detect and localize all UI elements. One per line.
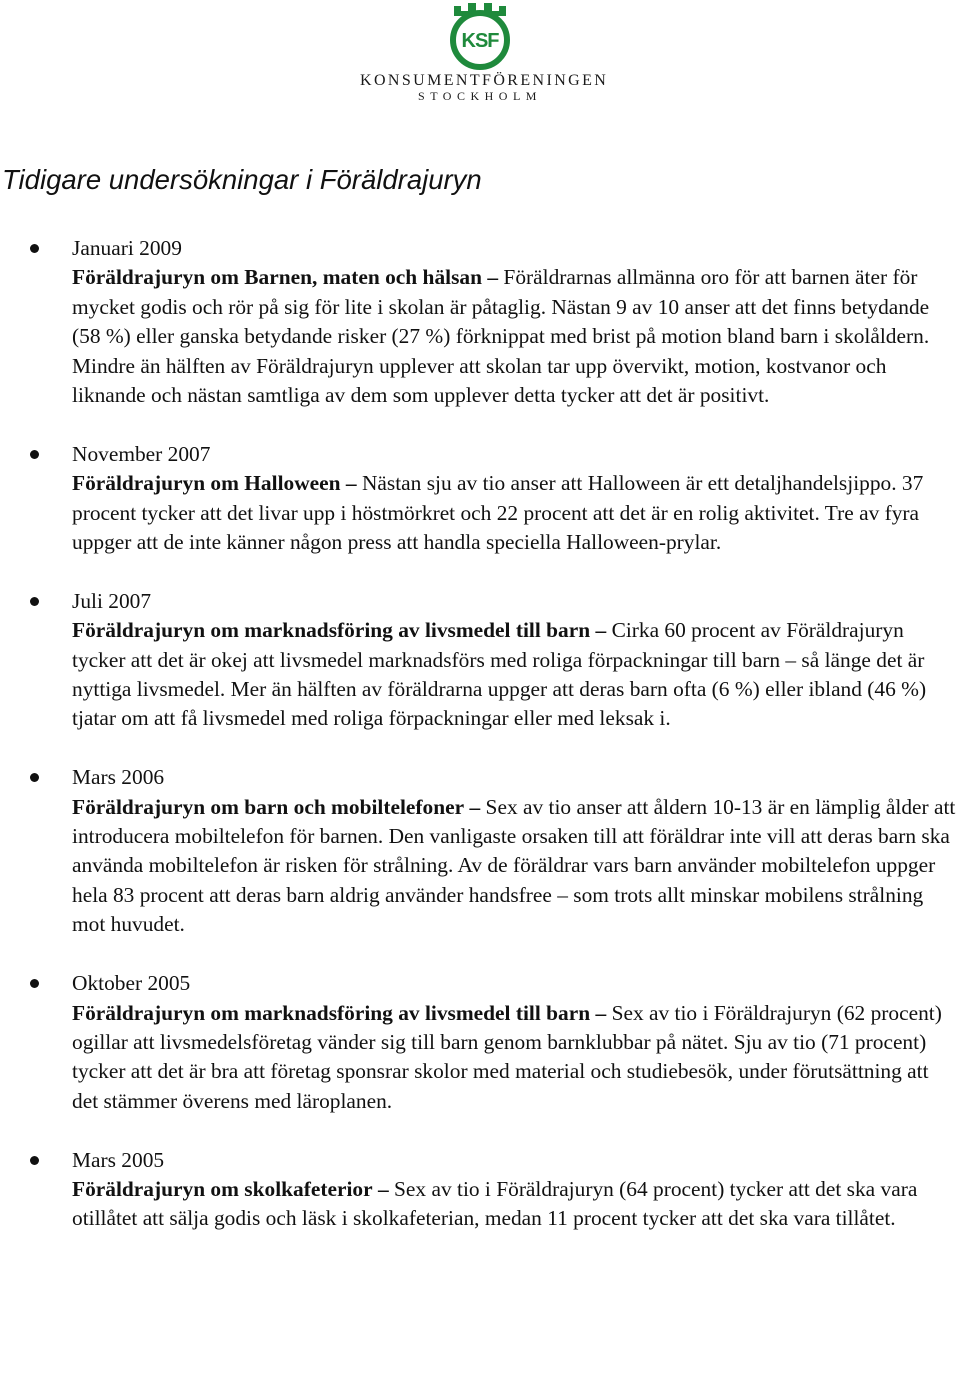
survey-entry-okt-2005 [0, 969, 960, 1116]
logo-city: STOCKHOLM [418, 89, 542, 103]
entry-dash: – [487, 265, 499, 290]
survey-entry-mar-2005 [0, 1146, 960, 1234]
entry-date: November 2007 [72, 441, 211, 466]
survey-list [0, 234, 960, 1263]
entry-date: Juli 2007 [72, 588, 152, 613]
entry-dash: – [377, 1176, 389, 1201]
entry-dash: – [595, 618, 607, 643]
bullet-icon [30, 597, 39, 606]
logo-monogram: KSF [461, 30, 499, 52]
entry-text: Sex av tio i Föräldrajuryn (62 procent) ogillar att livsmedelsföretag vänder sig till barn genom barnklubbar på nätet. Sju av tio (71 procent) tycker att det är bra att företag sponsrar skolor med material och studiebesök, under förutsättning att det stämmer överens med läroplanen. [72, 1000, 942, 1113]
bullet-icon [30, 1156, 39, 1165]
entry-date: Oktober 2005 [72, 971, 191, 996]
survey-entry-jul-2007 [0, 587, 960, 734]
survey-entry-mar-2006 [0, 763, 960, 939]
entry-date: Mars 2006 [72, 765, 165, 790]
entry-text: Sex av tio i Föräldrajuryn (64 procent) tycker att det ska vara otillåtet att sälja godis och läsk i skolkafeterian, medan 11 procent tycker att det ska vara tillåtet. [72, 1176, 918, 1231]
entry-dash: – [469, 794, 481, 819]
entry-text: Nästan sju av tio anser att Halloween är ett detaljhandelsjippo. 37 procent tycker att det livar upp i höstmörkret och 22 procent att det är en rolig aktivitet. Tre av fyra uppger att de inte känner någon press att handla speciella Halloween-prylar. [72, 471, 924, 555]
page-title: Tidigare undersökningar i Föräldrajuryn [2, 164, 482, 195]
entry-topic: Föräldrajuryn om marknadsföring av livsmedel till barn [72, 618, 591, 643]
konsumentforeningen-logo [360, 0, 609, 104]
ksf-crest-icon [360, 0, 600, 72]
entry-date: Januari 2009 [72, 236, 182, 260]
survey-entry-nov-2007 [0, 440, 960, 558]
entry-topic: Föräldrajuryn om skolkafeterior [72, 1176, 373, 1201]
entry-text: Föräldrarnas allmänna oro för att barnen äter för mycket godis och rör på sig för lite i skolan är påtaglig. Nästan 9 av 10 anser att det finns betydande (58 %) eller ganska betydande risker (27 %) förknippat med brist på motion bland barn i skolåldern. Mindre än hälften av Föräldrajuryn upplever att skolan tar upp övervikt, motion, kostvanor och liknande och nästan samtliga av dem som upplever detta tycker att det är positivt. [72, 265, 930, 408]
bullet-icon [30, 773, 39, 782]
entry-text: Cirka 60 procent av Föräldrajuryn tycker att det är okej att livsmedel marknadsförs med roliga förpackningar till barn – så länge det är nyttiga livsmedel. Mer än hälften av föräldrarna uppger att deras barn ofta (6 %) eller ibland (46 %) tjatar om att få livsmedel med roliga förpackningar eller med leksak i. [72, 618, 927, 731]
bullet-icon [30, 979, 39, 988]
entry-topic: Föräldrajuryn om marknadsföring av livsmedel till barn [72, 1000, 591, 1025]
entry-topic: Föräldrajuryn om barn och mobiltelefoner [72, 794, 465, 819]
entry-topic: Föräldrajuryn om Barnen, maten och hälsan [72, 265, 482, 290]
entry-text: Sex av tio anser att åldern 10-13 är en lämplig ålder att introducera mobiltelefon för barnen. Den vanligaste orsaken till att föräldrar inte vill att deras barn ska använda mobiltelefon är risken för strålning. Av de föräldrar vars barn använder mobiltelefon uppger hela 83 procent att deras barn aldrig använder handsfree – som trots allt minskar mobilens strålning mot huvudet. [72, 794, 956, 937]
entry-date: Mars 2005 [72, 1147, 165, 1172]
entry-dash: – [595, 1000, 607, 1025]
bullet-icon [30, 244, 39, 253]
logo-wordmark: KONSUMENTFÖRENINGEN [360, 72, 609, 89]
bullet-icon [30, 450, 39, 459]
entry-dash: – [345, 471, 357, 496]
entry-topic: Föräldrajuryn om Halloween [72, 471, 341, 496]
survey-entry-jan-2009 [0, 234, 960, 410]
